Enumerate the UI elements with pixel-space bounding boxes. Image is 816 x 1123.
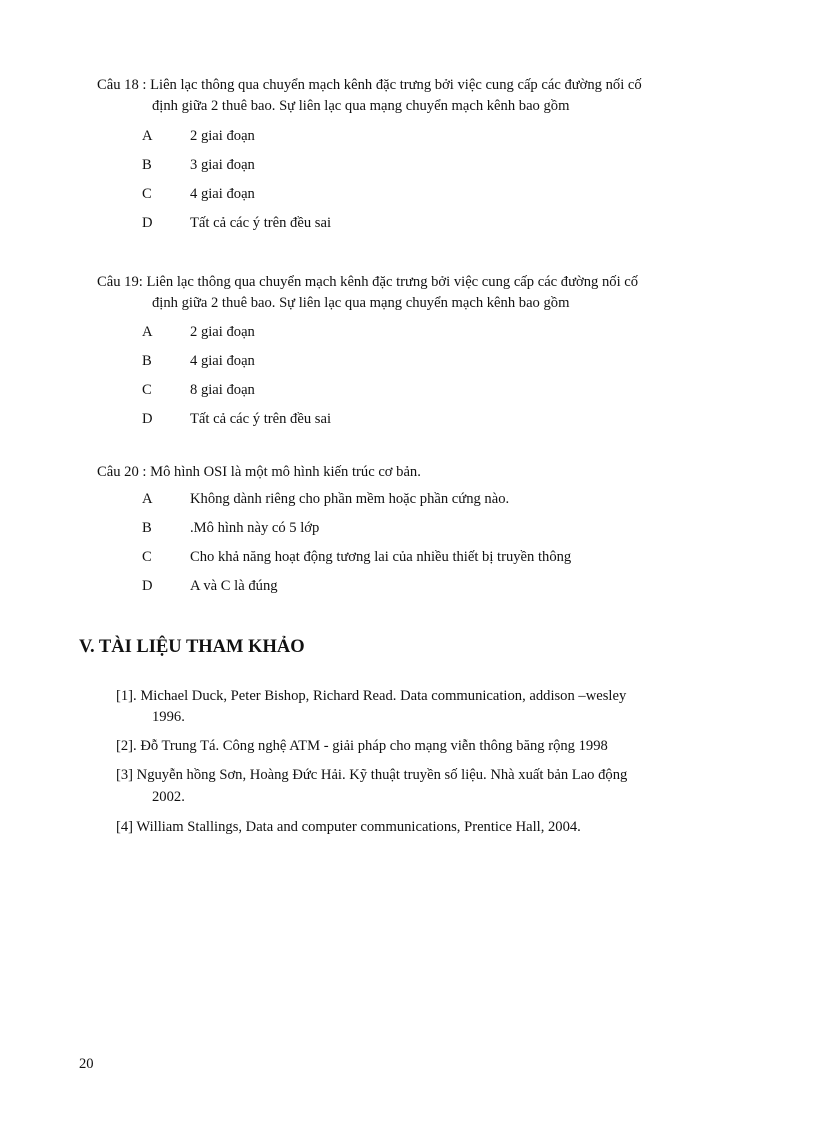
option-letter: C [142, 382, 152, 398]
option-letter: C [142, 186, 152, 202]
option-text: .Mô hình này có 5 lớp [190, 520, 320, 536]
option-text: Tất cả các ý trên đều sai [190, 411, 331, 427]
option-letter: B [142, 353, 152, 369]
section-title: V. TÀI LIỆU THAM KHẢO [79, 637, 305, 657]
reference-item-line: [2]. Đỗ Trung Tá. Công nghệ ATM - giải pháp cho mạng viễn thông băng rộng 1998 [116, 738, 608, 754]
option-letter: C [142, 549, 152, 565]
question-text-line: định giữa 2 thuê bao. Sự liên lạc qua mạng chuyển mạch kênh bao gồm [152, 98, 570, 114]
option-letter: A [142, 128, 153, 144]
option-text: A và C là đúng [190, 578, 278, 594]
option-letter: B [142, 520, 152, 536]
option-text: Tất cả các ý trên đều sai [190, 215, 331, 231]
option-letter: B [142, 157, 152, 173]
option-text: 4 giai đoạn [190, 353, 255, 369]
reference-item-line: [4] William Stallings, Data and computer communications, Prentice Hall, 2004. [116, 819, 581, 835]
option-text: Cho khả năng hoạt động tương lai của nhiều thiết bị truyền thông [190, 549, 572, 565]
question-text-line: Câu 20 : Mô hình OSI là một mô hình kiến trúc cơ bản. [97, 464, 421, 480]
question-text-line: định giữa 2 thuê bao. Sự liên lạc qua mạng chuyển mạch kênh bao gồm [152, 295, 570, 311]
option-letter: D [142, 578, 153, 594]
question-text-line: Câu 19: Liên lạc thông qua chuyển mạch kênh đặc trưng bởi việc cung cấp các đường nối cố [97, 274, 639, 290]
reference-item-line: [1]. Michael Duck, Peter Bishop, Richard Read. Data communication, addison –wesley [116, 688, 627, 704]
option-text: 3 giai đoạn [190, 157, 255, 173]
reference-item-line: [3] Nguyễn hồng Sơn, Hoàng Đức Hải. Kỹ thuật truyền số liệu. Nhà xuất bản Lao động [116, 767, 628, 783]
option-text: 2 giai đoạn [190, 324, 255, 340]
reference-item-line: 1996. [152, 709, 185, 725]
page-number: 20 [79, 1056, 94, 1072]
option-letter: D [142, 411, 153, 427]
reference-item-line: 2002. [152, 789, 185, 805]
option-text: Không dành riêng cho phần mềm hoặc phần cứng nào. [190, 491, 510, 507]
question-text-line: Câu 18 : Liên lạc thông qua chuyển mạch kênh đặc trưng bởi việc cung cấp các đường nối cố [97, 77, 642, 93]
option-letter: D [142, 215, 153, 231]
option-text: 2 giai đoạn [190, 128, 255, 144]
option-letter: A [142, 491, 153, 507]
option-text: 4 giai đoạn [190, 186, 255, 202]
option-letter: A [142, 324, 153, 340]
option-text: 8 giai đoạn [190, 382, 255, 398]
